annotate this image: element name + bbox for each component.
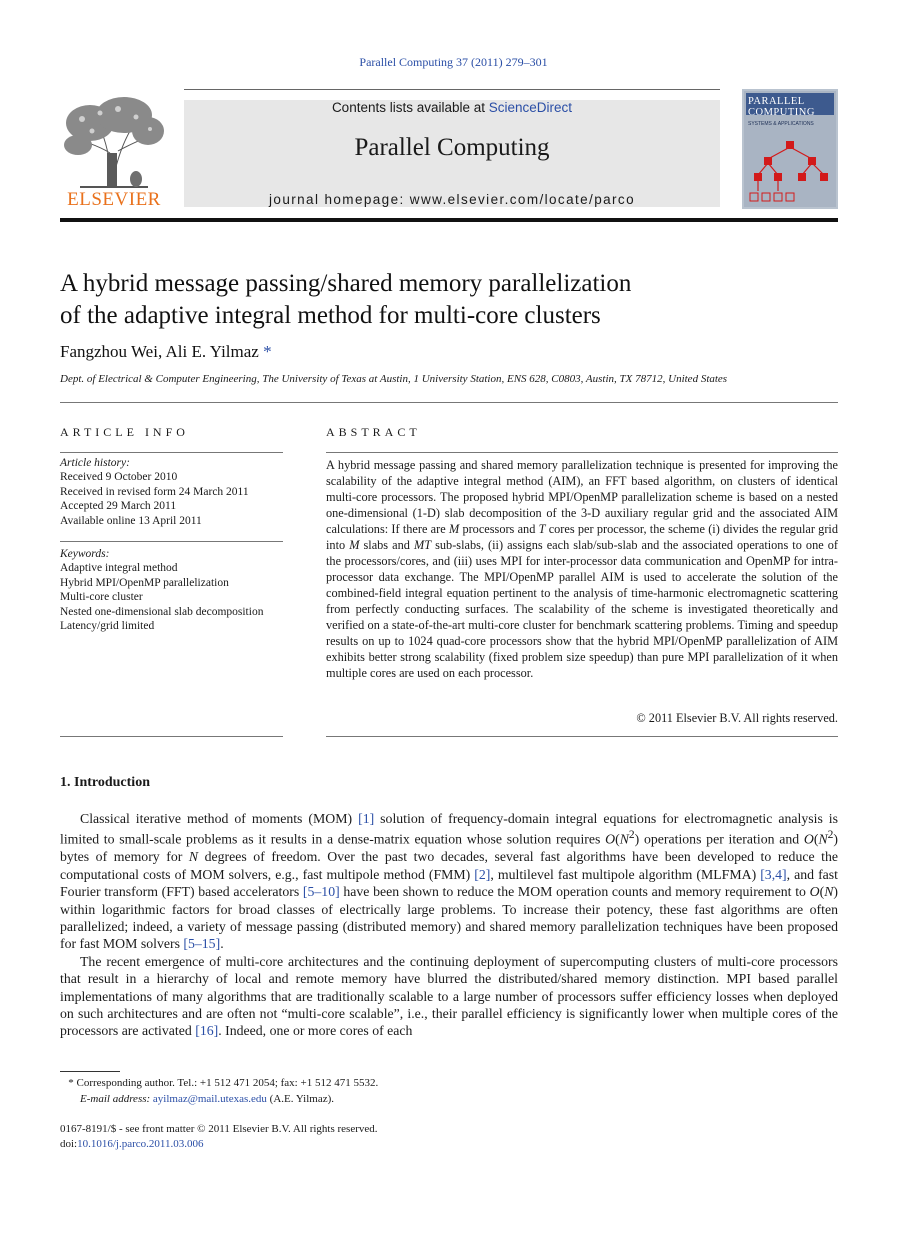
email-footnote [60, 1091, 838, 1107]
text: , and fast Fourier transform (FFT) based accelerators [60, 866, 838, 900]
math: N [188, 849, 199, 865]
article-info-heading: ARTICLE INFO [60, 425, 189, 439]
doi-link[interactable]: 10.1016/j.parco.2011.03.006 [77, 1138, 204, 1150]
journal-name[interactable]: Parallel Computing [354, 134, 550, 161]
section-heading: 1. Introduction [60, 775, 150, 790]
text: degrees of freedom. Over the past two decades, several fast algorithms have been developed to reduce the computational costs of MOM solvers, e.g., fast multipole method (FMM) [60, 849, 838, 882]
journal-homepage[interactable]: journal homepage: www.elsevier.com/locate/parco [269, 192, 635, 207]
footnote-rule [60, 1071, 120, 1072]
masthead-top-rule [184, 89, 720, 90]
contents-line [184, 100, 720, 115]
math: 2 [628, 829, 635, 842]
paper-title [60, 268, 780, 332]
affiliation: Dept. of Electrical & Computer Engineering, The University of Texas at Austin, 1 University Station, ENS 628, C0803, Austin, TX 78712, United States [60, 373, 728, 385]
keyword-item: Adaptive integral method [60, 562, 178, 575]
abstract-part: cores per processor, the scheme (i) divides the regular grid into [326, 522, 838, 552]
elsevier-logo[interactable] [60, 93, 168, 211]
email-suffix: (A.E. Yilmaz). [266, 1093, 335, 1105]
elsevier-wordmark: ELSEVIER [67, 189, 161, 210]
math: O [605, 832, 616, 847]
abstract-var: M [349, 538, 360, 552]
cover-title: PARALLEL COMPUTING [748, 96, 815, 118]
abstract-part: A hybrid message passing and shared memory parallelization technique is presented for improving the scalability of the adaptive integral method (AIM), an FFT based algorithm, on clusters of identical multi-core processors. The proposed hybrid MPI/OpenMP parallelization scheme is based on a nested one-dimensional (1-D) slab decomposition of the 3-D auxiliary regular grid and the associated AIM calculations: If there are [326, 458, 838, 536]
reference-link[interactable]: [2] [474, 866, 491, 882]
sciencedirect-link[interactable]: ScienceDirect [488, 100, 573, 115]
text: . [220, 936, 224, 952]
footnote-mark: * [68, 1077, 74, 1089]
title-line-1: A hybrid message passing/shared memory parallelization [60, 270, 632, 297]
doi-line [60, 1137, 378, 1152]
math: 2 [827, 829, 834, 842]
text: within logarithmic factors for broad classes of electrically large problems. To increase their potency, these fast algorithms are often parallelized; indeed, a variety of message passing (distributed memory) and shared memory parallelization techniques have been proposed for fast MOM solvers [60, 901, 838, 952]
reference-link[interactable]: [3,4] [760, 866, 787, 882]
issn-block [60, 1122, 378, 1152]
text: have been shown to reduce the MOM operation counts and memory requirement to [339, 884, 810, 900]
copyright: © 2011 Elsevier B.V. All rights reserved. [636, 711, 838, 725]
math: N [818, 832, 828, 847]
contents-prefix: Contents lists available at [331, 100, 489, 115]
abstract-part: processors and [459, 522, 539, 536]
masthead-rule [60, 218, 838, 222]
header-rule [60, 402, 838, 403]
keywords [60, 547, 300, 633]
reference-link[interactable]: [1] [358, 811, 375, 826]
text: The recent emergence of multi-core architectures and the continuing deployment of supercomputing clusters of multi-core processors that result in a hierarchy of local and remote memory have blurred the distributed/shared memory distinction. MPI based parallel implementations of many algorithms that are traditionally scalable to a large number of processors suffer efficiency losses when deployed on such architectures and are often not “multi-core scalable”, i.e., their parallel efficiency is significantly lower when multiple cores of the processors are activated [60, 953, 838, 1039]
text: bytes of memory for [60, 849, 189, 865]
paragraph: Classical iterative method of moments (MOM) [1] solution of frequency-domain integral equations for electromagnetic analysis is limited to small-scale problems as it results in a dense-matrix equation whose solution requires $O(N^2)$ operations per iteration and $O(N^2)$ bytes of memory for N degrees of freedom. Over the past two decades, several fast algorithms have been developed to reduce the computational costs of MOM solvers, e.g., fast multipole method (FMM) [2], multilevel fast multipole algorithm (MLFMA) [3,4], and fast Fourier transform (FFT) based accelerators [5–10] have been shown to reduce the MOM operation counts and memory requirement to O(N) within logarithmic factors for broad classes of electrically large problems. To increase their potency, these fast algorithms are often parallelized; indeed, a variety of message passing (distributed memory) and shared memory parallelization techniques have been proposed for fast MOM solvers [5–15]. [60, 811, 839, 952]
journal-cover[interactable] [742, 89, 838, 209]
text: operations per iteration and [639, 832, 804, 847]
math: O [803, 832, 814, 847]
math: O [809, 884, 820, 900]
abstract-var: M [448, 522, 460, 536]
abstract-part: slabs and [359, 538, 414, 552]
abstract-text [326, 457, 838, 681]
abstract-rule-bottom [326, 736, 838, 737]
history-received: Received 9 October 2010 [60, 471, 178, 484]
introduction-body [60, 810, 838, 1040]
footnotes [60, 1075, 838, 1107]
math: N [824, 884, 834, 900]
keyword-item: Multi-core cluster [60, 591, 143, 604]
author-list [60, 342, 272, 362]
issn-line: 0167-8191/$ - see front matter © 2011 Elsevier B.V. All rights reserved. [60, 1123, 378, 1135]
footnote-text: Corresponding author. Tel.: +1 512 471 2054; fax: +1 512 471 5532. [76, 1077, 379, 1089]
history-label: Article history: [60, 457, 130, 469]
keyword-item: Latency/grid limited [60, 620, 155, 633]
history-accepted: Accepted 29 March 2011 [60, 500, 177, 513]
history-revised: Received in revised form 24 March 2011 [60, 485, 249, 498]
article-history [60, 456, 290, 528]
abstract-rule-top [326, 452, 838, 453]
text: . Indeed, one or more cores of each [218, 1023, 413, 1039]
corresponding-author-mark[interactable]: * [263, 342, 272, 361]
reference-link[interactable]: [5–10] [302, 884, 340, 900]
cover-subtitle: SYSTEMS & APPLICATIONS [748, 121, 814, 127]
doi-label: doi: [60, 1138, 78, 1150]
history-online: Available online 13 April 2011 [60, 514, 202, 527]
text: Classical iterative method of moments (MOM) [80, 811, 359, 826]
info-rule-mid [60, 541, 283, 542]
math: N [619, 832, 629, 847]
paragraph [60, 953, 838, 1040]
reference-link[interactable]: [16] [195, 1023, 219, 1039]
journal-masthead [184, 100, 720, 207]
keyword-item: Nested one-dimensional slab decomposition [60, 605, 264, 618]
text: , multilevel fast multipole algorithm (MLFMA) [490, 866, 761, 882]
abstract-heading: ABSTRACT [326, 425, 421, 439]
authors: Fangzhou Wei, Ali E. Yilmaz [60, 342, 259, 361]
reference-link[interactable]: [5–15] [183, 936, 221, 952]
info-rule-bottom [60, 736, 283, 737]
email-label: E-mail address: [80, 1093, 153, 1105]
journal-citation[interactable]: Parallel Computing 37 (2011) 279–301 [359, 55, 548, 69]
info-rule-top [60, 452, 283, 453]
keywords-label: Keywords: [60, 548, 110, 560]
abstract-var: T [538, 522, 546, 536]
title-line-2: of the adaptive integral method for multi-core clusters [60, 302, 601, 329]
abstract-var: MT [413, 538, 432, 552]
corresponding-footnote [60, 1075, 838, 1091]
keyword-item: Hybrid MPI/OpenMP parallelization [60, 576, 229, 589]
abstract-part: sub-slabs, (ii) assigns each slab/sub-slab and the associated operations to one of the processors/cores, and (iii) uses MPI for inter-processor data communication and OpenMP for intra-processor data exchange. The MPI/OpenMP parallel AIM is used to accelerate the solution of the combined-field integral equation pertinent to the analysis of time-harmonic electromagnetic scattering from perfectly conducting surfaces. The scalability of the scheme is investigated theoretically and verified on a state-of-the-art multi-core cluster for benchmark scattering problems. Timing and speedup results on up to 1024 quad-core processors show that the hybrid MPI/OpenMP parallelization of AIM exhibits better strong scalability (fixed problem size speedup) than pure MPI parallelization of it when multiple cores are used on each processor. [326, 538, 838, 680]
text: solution of frequency-domain integral equations for electromagnetic analysis is limited to small-scale problems as it results in a dense-matrix equation whose solution requires [60, 811, 839, 847]
email-link[interactable]: ayilmaz@mail.utexas.edu [152, 1093, 267, 1105]
